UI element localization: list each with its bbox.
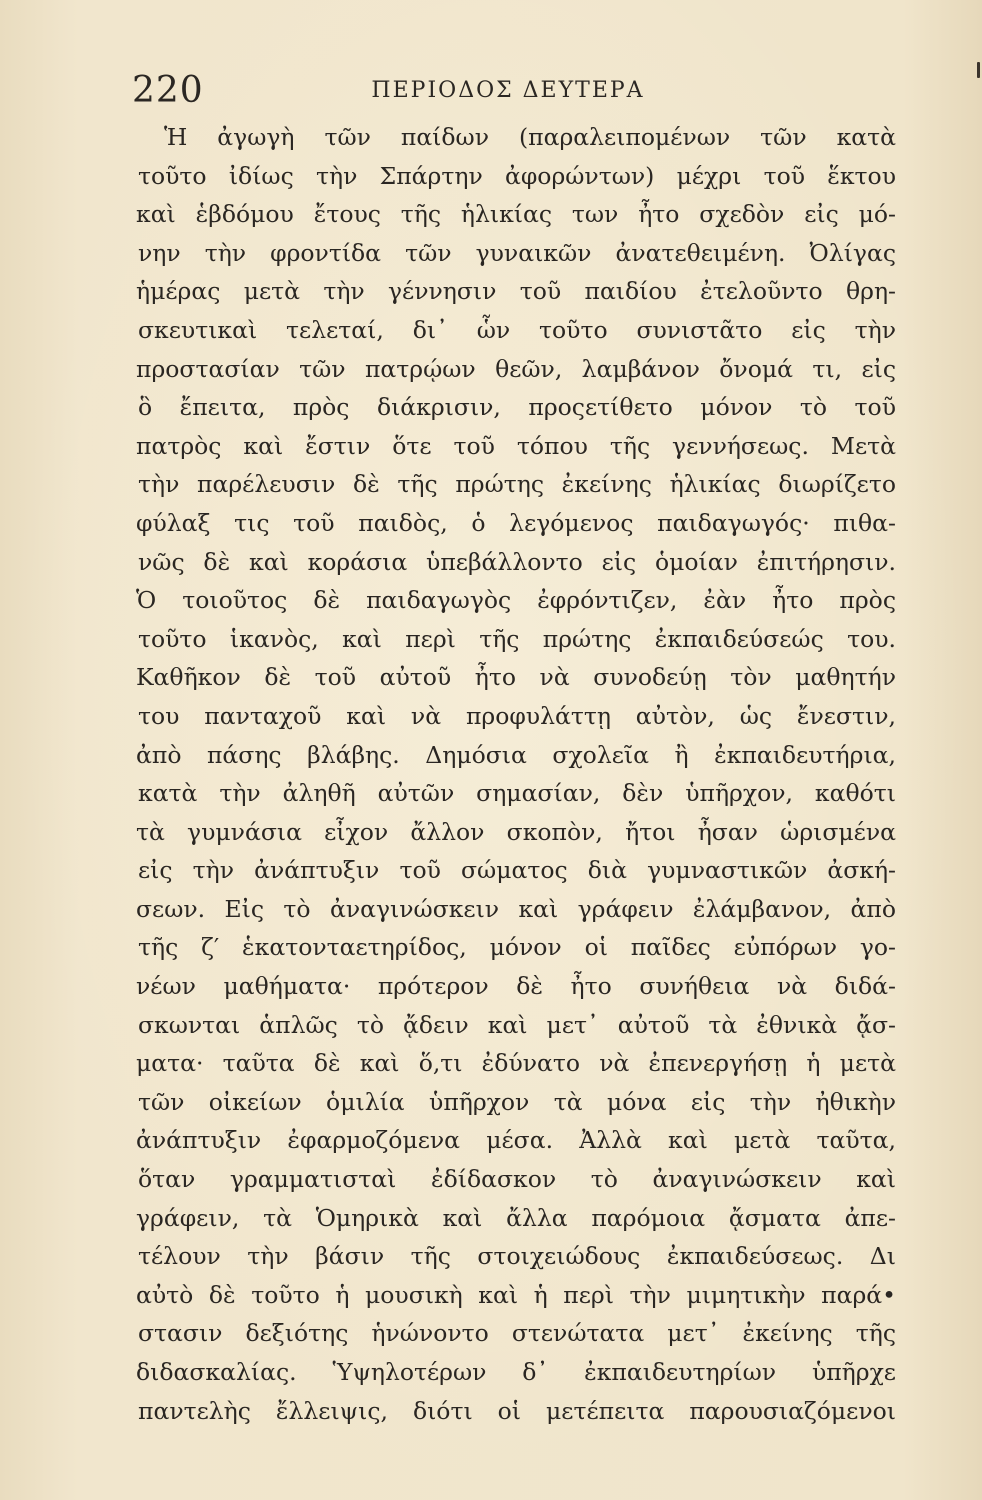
- text-line: πατρὸς καὶ ἔστιν ὅτε τοῦ τόπου τῆς γεννήσεως. Μετὰ: [136, 431, 896, 460]
- text-line: ὅταν γραμματισταὶ ἐδίδασκον τὸ ἀναγινώσκειν καὶ: [138, 1165, 896, 1194]
- page-edge-mark: [977, 62, 980, 78]
- text-line: σκευτικαὶ τελεταί, δι᾿ ὧν τοῦτο συνιστᾶτο εἰς τὴν: [138, 315, 896, 344]
- text-line: τὰ γυμνάσια εἶχον ἄλλον σκοπὸν, ἤτοι ἦσαν ὡρισμένα: [136, 817, 896, 846]
- page-header: [128, 68, 888, 116]
- text-line: ἡμέρας μετὰ τὴν γέννησιν τοῦ παιδίου ἐτελοῦντο θρη-: [136, 277, 896, 306]
- text-line: σκωνται ἁπλῶς τὸ ᾄδειν καὶ μετ᾿ αὐτοῦ τὰ ἐθνικὰ ᾄσ-: [138, 1010, 896, 1039]
- text-line: φύλαξ τις τοῦ παιδὸς, ὁ λεγόμενος παιδαγωγός· πιθα-: [136, 508, 896, 537]
- text-line: στασιν δεξιότης ἡνώνοντο στενώτατα μετ᾿ ἐκείνης τῆς: [138, 1319, 896, 1348]
- body-text: [136, 118, 896, 1430]
- text-line: τοῦτο ἱκανὸς, καὶ περὶ τῆς πρώτης ἐκπαιδεύσεώς του.: [138, 624, 896, 653]
- text-line: τὴν παρέλευσιν δὲ τῆς πρώτης ἐκείνης ἡλικίας διωρίζετο: [138, 470, 896, 499]
- text-line: νην τὴν φροντίδα τῶν γυναικῶν ἀνατεθειμένη. Ὀλίγας: [138, 238, 896, 267]
- text-line: αὐτὸ δὲ τοῦτο ἡ μουσικὴ καὶ ἡ περὶ τὴν μιμητικὴν παρά•: [136, 1280, 896, 1309]
- text-line: Ἡ ἀγωγὴ τῶν παίδων (παραλειπομένων τῶν κατὰ: [164, 123, 896, 151]
- text-line: νέων μαθήματα· πρότερον δὲ ἦτο συνήθεια νὰ διδά-: [136, 972, 896, 1001]
- text-line: σεων. Εἰς τὸ ἀναγινώσκειν καὶ γράφειν ἐλάμβανον, ἀπὸ: [136, 894, 896, 923]
- text-line: εἰς τὴν ἀνάπτυξιν τοῦ σώματος διὰ γυμναστικῶν ἀσκή-: [138, 856, 896, 885]
- text-line: παντελὴς ἔλλειψις, διότι οἱ μετέπειτα παρουσιαζόμενοι: [138, 1396, 896, 1425]
- text-line: τῆς ζ′ ἑκατονταετηρίδος, μόνον οἱ παῖδες εὐπόρων γο-: [138, 933, 896, 962]
- text-line: Ὁ τοιοῦτος δὲ παιδαγωγὸς ἐφρόντιζεν, ἐὰν ἦτο πρὸς: [136, 586, 896, 615]
- text-line: κατὰ τὴν ἀληθῆ αὐτῶν σημασίαν, δὲν ὑπῆρχον, καθότι: [138, 779, 896, 808]
- text-line: ἀπὸ πάσης βλάβης. Δημόσια σχολεῖα ἢ ἐκπαιδευτήρια,: [136, 740, 896, 769]
- text-line: ματα· ταῦτα δὲ καὶ ὅ,τι ἐδύνατο νὰ ἐπενεργήσῃ ἡ μετὰ: [136, 1049, 896, 1078]
- text-line: γράφειν, τὰ Ὁμηρικὰ καὶ ἄλλα παρόμοια ᾄσματα ἀπε-: [136, 1203, 896, 1232]
- text-line: διδασκαλίας. Ὑψηλοτέρων δ᾿ ἐκπαιδευτηρίων ὑπῆρχε: [136, 1358, 896, 1386]
- text-line: τοῦτο ἰδίως τὴν Σπάρτην ἀφορώντων) μέχρι τοῦ ἕκτου: [138, 161, 896, 190]
- text-line: τέλουν τὴν βάσιν τῆς στοιχειώδους ἐκπαιδεύσεως. Δι: [138, 1242, 896, 1271]
- text-line: ἀνάπτυξιν ἐφαρμοζόμενα μέσα. Ἀλλὰ καὶ μετὰ ταῦτα,: [136, 1126, 896, 1155]
- text-line: καὶ ἑβδόμου ἔτους τῆς ἡλικίας των ἦτο σχεδὸν εἰς μό-: [136, 200, 896, 229]
- text-line: νῶς δὲ καὶ κοράσια ὑπεβάλλοντο εἰς ὁμοίαν ἐπιτήρησιν.: [138, 547, 896, 576]
- running-head: ΠΕΡΙΟΔΟΣ ΔΕΥΤΕΡΑ: [371, 78, 645, 103]
- text-line: ὃ ἔπειτα, πρὸς διάκρισιν, προςετίθετο μόνον τὸ τοῦ: [138, 393, 896, 422]
- text-line: προστασίαν τῶν πατρῴων θεῶν, λαμβάνον ὄνομά τι, εἰς: [136, 354, 896, 383]
- page-number: 220: [132, 70, 204, 111]
- text-line: του πανταχοῦ καὶ νὰ προφυλάττῃ αὐτὸν, ὡς ἔνεστιν,: [138, 701, 896, 730]
- text-line: Καθῆκον δὲ τοῦ αὐτοῦ ἦτο νὰ συνοδεύῃ τὸν μαθητήν: [136, 663, 896, 692]
- text-line: τῶν οἰκείων ὁμιλία ὑπῆρχον τὰ μόνα εἰς τὴν ἠθικὴν: [138, 1087, 896, 1116]
